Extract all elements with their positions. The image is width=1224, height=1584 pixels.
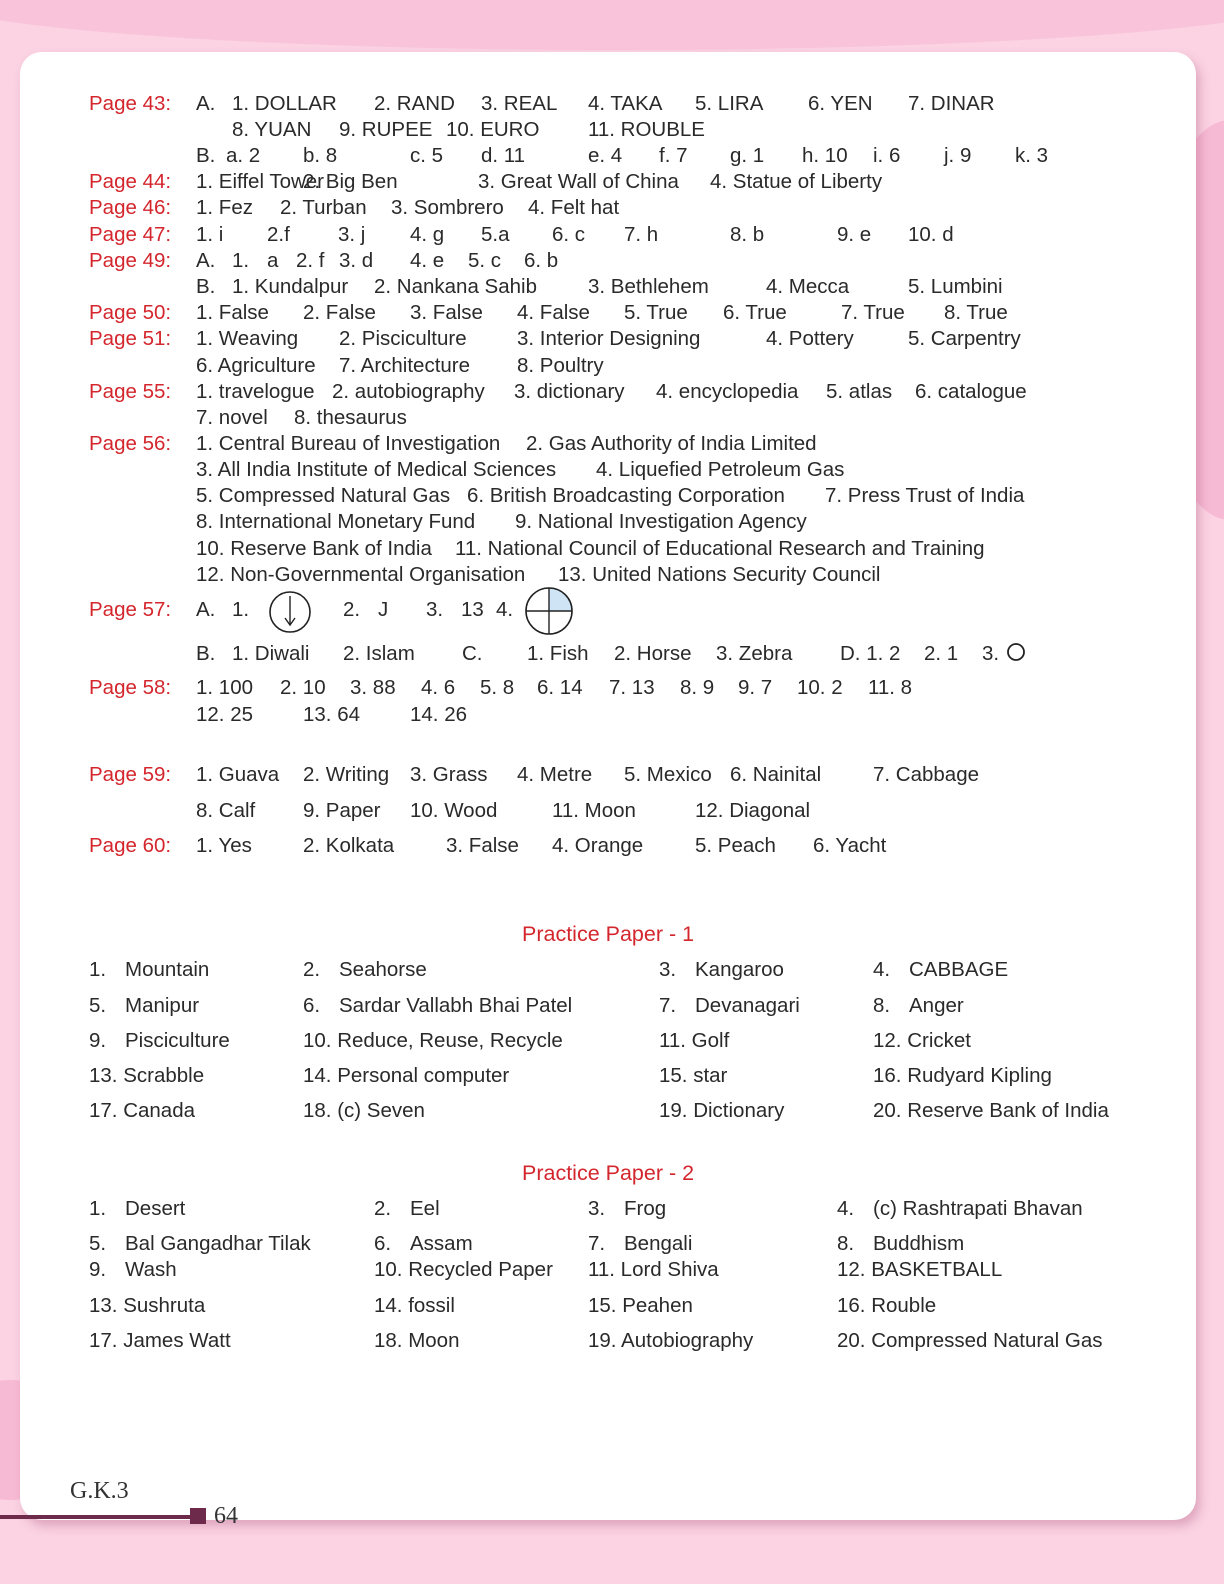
answer-item: 3. j (338, 223, 366, 246)
answer-item: A. (196, 92, 216, 115)
answer-item: 1. Guava (196, 763, 280, 786)
answer-item: 9. e (837, 223, 872, 246)
answer-item: 7. 13 (609, 676, 655, 699)
answer-item: 6. True (723, 301, 787, 324)
answer-item: k. 3 (1015, 144, 1049, 167)
answer-item: 3. (426, 598, 444, 621)
answer-item: 5. True (624, 301, 688, 324)
answer-item: 1. False (196, 301, 269, 324)
answer-item: 1. Fez (196, 196, 253, 219)
practice1-item-answer: Mountain (125, 958, 210, 981)
answer-item: 13. 64 (303, 703, 360, 726)
practice2-item-number: 2. (374, 1197, 392, 1220)
practice2-item: 13. Sushruta (89, 1294, 206, 1317)
practice2-item: 19. Autobiography (588, 1329, 754, 1352)
answer-item: c. 5 (410, 144, 444, 167)
answer-item: 11. 8 (868, 676, 913, 699)
answer-item: 6. Yacht (813, 834, 887, 857)
answer-item: 3. REAL (481, 92, 558, 115)
answer-item: 5. c (468, 249, 502, 272)
answer-item: B. (196, 642, 216, 665)
answer-item: j. 9 (944, 144, 972, 167)
answer-item: 3. Sombrero (391, 196, 504, 219)
practice2-item: 10. Recycled Paper (374, 1258, 553, 1281)
practice2-title: Practice Paper - 2 (522, 1161, 695, 1185)
answer-item: 8. thesaurus (294, 406, 407, 429)
answer-item: f. 7 (659, 144, 688, 167)
answer-item: 6. c (552, 223, 586, 246)
answer-item: 7. DINAR (908, 92, 995, 115)
answer-item: 14. 26 (410, 703, 467, 726)
answer-item: 8. 9 (680, 676, 715, 699)
background-wave-top (0, 0, 1224, 50)
practice2-item-answer: Bengali (624, 1232, 693, 1255)
practice1-item: 19. Dictionary (659, 1099, 785, 1122)
answer-item: 10. d (908, 223, 954, 246)
answer-item: 4. Pottery (766, 327, 854, 350)
practice2-item-answer: Buddhism (873, 1232, 965, 1255)
answer-item: 1. 100 (196, 676, 253, 699)
answer-item: 2. 1 (924, 642, 959, 665)
practice1-title: Practice Paper - 1 (522, 922, 695, 946)
answer-item: 4. Metre (517, 763, 593, 786)
answer-item: 3. Interior Designing (517, 327, 701, 350)
answer-item: J (378, 598, 389, 621)
answer-item: 2. Gas Authority of India Limited (526, 432, 817, 455)
answer-item: 3. Great Wall of China (478, 170, 679, 193)
practice2-item-answer: Assam (410, 1232, 473, 1255)
answer-item: 2. Islam (343, 642, 415, 665)
page-label: Page 49: (89, 249, 172, 272)
answer-item: 8. International Monetary Fund (196, 510, 476, 533)
answer-item: 3. dictionary (514, 380, 625, 403)
answer-item: 7. Press Trust of India (825, 484, 1025, 507)
answer-item: 3. Zebra (716, 642, 793, 665)
answer-item: 4. g (410, 223, 445, 246)
answer-item: 4. Liquefied Petroleum Gas (596, 458, 845, 481)
answer-item: 3. 88 (350, 676, 396, 699)
answer-item: d. 11 (481, 144, 526, 167)
practice2-item: 17. James Watt (89, 1329, 231, 1352)
answer-item: 13 (461, 598, 484, 621)
practice1-item-answer: Seahorse (339, 958, 427, 981)
answer-item: a (267, 249, 279, 272)
answer-item: 5. 8 (480, 676, 515, 699)
page-label: Page 60: (89, 834, 172, 857)
practice1-item: 20. Reserve Bank of India (873, 1099, 1109, 1122)
page-label: Page 58: (89, 676, 172, 699)
answer-item: 5. Mexico (624, 763, 712, 786)
answer-item: 7. Architecture (339, 354, 471, 377)
answer-item: 5.a (481, 223, 510, 246)
page-label: Page 43: (89, 92, 172, 115)
answer-item: 8. True (944, 301, 1008, 324)
answer-item: 1. Eiffel Tower (196, 170, 325, 193)
answer-item: 12. Non-Governmental Organisation (196, 563, 526, 586)
answer-item: 6. 14 (537, 676, 583, 699)
answer-item: 6. British Broadcasting Corporation (467, 484, 785, 507)
answer-item: 12. Diagonal (695, 799, 811, 822)
quartered-circle-figure (524, 586, 574, 641)
practice1-item-number: 8. (873, 994, 891, 1017)
practice1-item: 13. Scrabble (89, 1064, 205, 1087)
answer-item: 6. Nainital (730, 763, 822, 786)
practice1-item-number: 9. (89, 1029, 107, 1052)
answer-item: 5. Compressed Natural Gas (196, 484, 451, 507)
footer-square-icon (190, 1508, 206, 1524)
answer-item: 1. i (196, 223, 224, 246)
answer-item: i. 6 (873, 144, 901, 167)
practice1-item-number: 7. (659, 994, 677, 1017)
answer-item: 5. Peach (695, 834, 776, 857)
answer-item: A. (196, 249, 216, 272)
practice1-item: 11. Golf (659, 1029, 730, 1052)
practice1-item: 12. Cricket (873, 1029, 971, 1052)
answer-item: 3. False (410, 301, 483, 324)
answer-item: 7. novel (196, 406, 268, 429)
answer-item: 2. Nankana Sahib (374, 275, 537, 298)
answer-item: 4. encyclopedia (656, 380, 799, 403)
practice2-item-number: 6. (374, 1232, 392, 1255)
answer-item: A. (196, 598, 216, 621)
page-label: Page 55: (89, 380, 172, 403)
answer-item: 6. Agriculture (196, 354, 316, 377)
answer-item: 1. Diwali (232, 642, 310, 665)
practice1-item-answer: Kangaroo (695, 958, 784, 981)
practice1-item: 17. Canada (89, 1099, 196, 1122)
answer-item: 2. Horse (614, 642, 692, 665)
answer-item: 2. f (296, 249, 325, 272)
answer-item: 4. TAKA (588, 92, 663, 115)
practice2-item-number: 9. (89, 1258, 107, 1281)
answer-item: 10. 2 (797, 676, 843, 699)
answer-item: 2. False (303, 301, 376, 324)
answer-item: 8. Calf (196, 799, 256, 822)
answer-item: 1. DOLLAR (232, 92, 337, 115)
practice2-item-answer: Frog (624, 1197, 667, 1220)
practice1-item-answer: Manipur (125, 994, 200, 1017)
practice1-item-answer: CABBAGE (909, 958, 1009, 981)
answer-item: 4. Orange (552, 834, 644, 857)
answer-item: 3. False (446, 834, 519, 857)
answer-item: 6. YEN (808, 92, 873, 115)
answer-item: 9. 7 (738, 676, 773, 699)
practice2-item-answer: Eel (410, 1197, 440, 1220)
practice2-item: 14. fossil (374, 1294, 455, 1317)
answer-item: C. (462, 642, 483, 665)
practice1-item: 18. (c) Seven (303, 1099, 425, 1122)
answer-item: 5. atlas (826, 380, 893, 403)
answer-item: 9. RUPEE (339, 118, 433, 141)
answer-item: 4. Mecca (766, 275, 850, 298)
answer-item: 3. d (339, 249, 374, 272)
answer-item: 10. EURO (446, 118, 540, 141)
answer-item: 1. (232, 249, 250, 272)
answer-item: 9. Paper (303, 799, 381, 822)
small-circle-figure (1005, 641, 1027, 668)
answer-item: 11. Moon (552, 799, 636, 822)
answer-item: 6. catalogue (915, 380, 1027, 403)
answer-item: 12. 25 (196, 703, 253, 726)
answer-item: 11. National Council of Educational Research and Training (455, 537, 985, 560)
page-label: Page 50: (89, 301, 172, 324)
practice2-item-number: 3. (588, 1197, 606, 1220)
answer-item: 10. Wood (410, 799, 498, 822)
circle-arrow-figure (268, 590, 312, 639)
answer-item: 11. ROUBLE (588, 118, 705, 141)
answer-item: h. 10 (802, 144, 848, 167)
answer-item: 1. Central Bureau of Investigation (196, 432, 501, 455)
answer-item: 4. e (410, 249, 445, 272)
page-label: Page 47: (89, 223, 172, 246)
practice2-item-number: 8. (837, 1232, 855, 1255)
answer-item: 4. (496, 598, 514, 621)
answer-item: B. (196, 275, 216, 298)
practice2-item: 12. BASKETBALL (837, 1258, 1003, 1281)
practice1-item-number: 6. (303, 994, 321, 1017)
practice1-item-number: 5. (89, 994, 107, 1017)
practice1-item-number: 2. (303, 958, 321, 981)
answer-item: 2. Turban (280, 196, 367, 219)
answer-item: 7. Cabbage (873, 763, 980, 786)
practice1-item-answer: Devanagari (695, 994, 800, 1017)
practice2-item-number: 1. (89, 1197, 107, 1220)
answer-item: 6. b (524, 249, 559, 272)
answer-item: g. 1 (730, 144, 765, 167)
practice2-item: 20. Compressed Natural Gas (837, 1329, 1103, 1352)
answer-item: 5. Lumbini (908, 275, 1003, 298)
practice2-item: 11. Lord Shiva (588, 1258, 719, 1281)
practice1-item: 10. Reduce, Reuse, Recycle (303, 1029, 563, 1052)
answer-item: 4. Felt hat (528, 196, 620, 219)
answer-item: 8. Poultry (517, 354, 604, 377)
footer-bar (0, 1515, 194, 1519)
answer-item: 2.f (267, 223, 290, 246)
practice2-item-answer: (c) Rashtrapati Bhavan (873, 1197, 1083, 1220)
answer-item: 8. b (730, 223, 765, 246)
answer-item: 2. autobiography (332, 380, 485, 403)
answer-item: 4. False (517, 301, 590, 324)
answer-item: 1. (232, 598, 250, 621)
answer-item: 5. Carpentry (908, 327, 1021, 350)
answer-item: 1. Weaving (196, 327, 299, 350)
answer-item: 1. Yes (196, 834, 252, 857)
practice2-item: 18. Moon (374, 1329, 460, 1352)
answer-item: 2. 10 (280, 676, 326, 699)
answer-item: 1. Kundalpur (232, 275, 349, 298)
answer-item: 1. Fish (527, 642, 589, 665)
practice1-item-number: 3. (659, 958, 677, 981)
practice1-item-number: 4. (873, 958, 891, 981)
answer-item: 4. Statue of Liberty (710, 170, 883, 193)
answer-item: 13. United Nations Security Council (558, 563, 881, 586)
practice2-item-answer: Bal Gangadhar Tilak (125, 1232, 311, 1255)
answer-item: 1. travelogue (196, 380, 315, 403)
page-label: Page 57: (89, 598, 172, 621)
answer-item: 3. (982, 642, 1000, 665)
answer-item: e. 4 (588, 144, 623, 167)
practice2-item-number: 7. (588, 1232, 606, 1255)
answer-item: b. 8 (303, 144, 338, 167)
book-title: G.K.3 (70, 1478, 129, 1504)
practice2-item: 16. Rouble (837, 1294, 937, 1317)
answer-item: 9. National Investigation Agency (515, 510, 807, 533)
page-label: Page 59: (89, 763, 172, 786)
answer-item: 2. Big Ben (303, 170, 398, 193)
answer-item: 7. h (624, 223, 659, 246)
answer-item: 4. 6 (421, 676, 456, 699)
practice1-item: 14. Personal computer (303, 1064, 510, 1087)
practice1-item: 16. Rudyard Kipling (873, 1064, 1052, 1087)
answer-item: D. 1. 2 (840, 642, 901, 665)
answer-item: 2. Pisciculture (339, 327, 467, 350)
practice2-item-number: 4. (837, 1197, 855, 1220)
practice2-item-number: 5. (89, 1232, 107, 1255)
practice1-item-answer: Anger (909, 994, 964, 1017)
page-number: 64 (214, 1503, 238, 1529)
answer-item: 3. Bethlehem (588, 275, 709, 298)
answer-item: 5. LIRA (695, 92, 764, 115)
answer-item: B. (196, 144, 216, 167)
answer-item: 2. Kolkata (303, 834, 395, 857)
answer-item: 2. RAND (374, 92, 455, 115)
answer-item: 2. Writing (303, 763, 390, 786)
answer-item: 10. Reserve Bank of India (196, 537, 432, 560)
practice2-item-answer: Wash (125, 1258, 177, 1281)
page-label: Page 51: (89, 327, 172, 350)
practice1-item-number: 1. (89, 958, 107, 981)
practice1-item: 15. star (659, 1064, 728, 1087)
answer-item: 8. YUAN (232, 118, 312, 141)
answer-item: 3. All India Institute of Medical Sciences (196, 458, 557, 481)
practice2-item: 15. Peahen (588, 1294, 693, 1317)
answer-item: 7. True (841, 301, 905, 324)
answer-item: 3. Grass (410, 763, 488, 786)
practice1-item-answer: Sardar Vallabh Bhai Patel (339, 994, 573, 1017)
practice1-item-answer: Pisciculture (125, 1029, 230, 1052)
answer-item: a. 2 (226, 144, 261, 167)
page-label: Page 56: (89, 432, 172, 455)
page-label: Page 46: (89, 196, 172, 219)
page-label: Page 44: (89, 170, 172, 193)
answer-item: 2. (343, 598, 361, 621)
practice2-item-answer: Desert (125, 1197, 186, 1220)
